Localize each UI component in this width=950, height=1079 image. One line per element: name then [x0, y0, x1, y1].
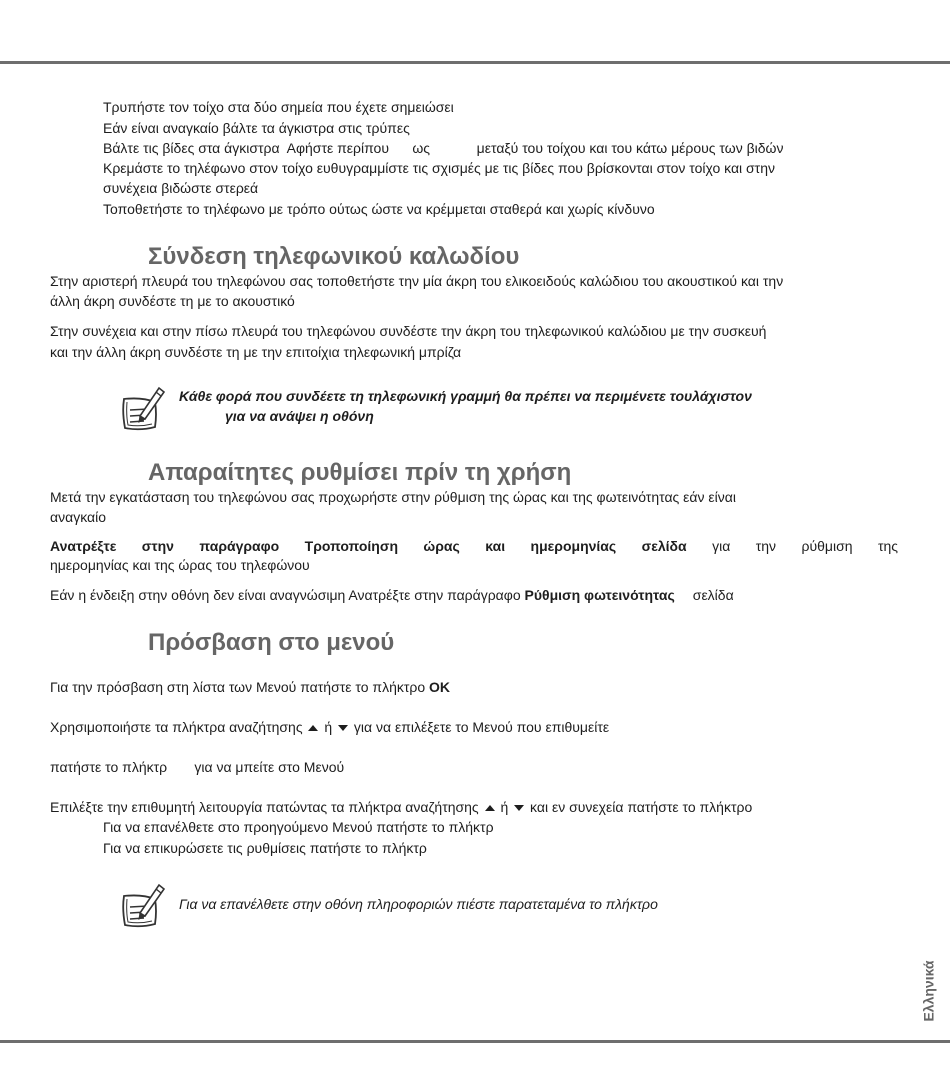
- settings-para1-line1: Μετά την εγκατάσταση του τηλεφώνου σας προχωρήστε στην ρύθμιση της ώρας και της φωτεινότητας εάν είναι: [50, 489, 736, 505]
- settings-para1-line2: αναγκαίο: [50, 509, 107, 525]
- menu-line-2: [50, 718, 609, 736]
- cable-para1-line2: άλλη άκρη συνδέστε τη με το ακουστικό: [50, 293, 295, 309]
- settings-para3: [50, 586, 734, 604]
- install-step-5: Τοποθετήστε το τηλέφωνο με τρόπο ούτως ώστε να κρέμμεται σταθερά και χωρίς κίνδυνο: [103, 201, 655, 217]
- settings-para2-ref-label: Ανατρέξτε στην παράγραφο: [50, 538, 280, 554]
- up-arrow-icon: [485, 805, 495, 811]
- menu-line-2-pre: Χρησιμοποιήστε τα πλήκτρα αναζήτησης: [50, 719, 307, 735]
- settings-para2-line2: ημερομηνίας και της ώρας του τηλεφώνου: [50, 557, 310, 573]
- bottom-divider: [0, 1040, 950, 1043]
- settings-para2-page-label: σελίδα: [641, 538, 687, 554]
- menu-line-1: [50, 678, 450, 696]
- heading-cable-connection: Σύνδεση τηλεφωνικού καλωδίου: [148, 243, 520, 270]
- install-step-1: Τρυπήστε τον τοίχο στα δύο σημεία που έχετε σημειώσει: [103, 99, 454, 115]
- note-pencil-icon: [118, 879, 168, 931]
- menu-line-6: Για να επικυρώσετε τις ρυθμίσεις πατήστε το πλήκτρ: [103, 840, 427, 856]
- install-step-3: Βάλτε τις βίδες στα άγκιστρα Αφήστε περίπου ως μεταξύ του τοίχου και του κάτω μέρους των βιδών: [103, 140, 784, 156]
- cable-para2-line2: και την άλλη άκρη συνδέστε τη με την επιτοίχια τηλεφωνική μπρίζα: [50, 344, 462, 360]
- menu-line-1-text: Για την πρόσβαση στη λίστα των Μενού πατήστε το πλήκτρο: [50, 679, 430, 695]
- menu-line-4-or: ή: [500, 799, 509, 815]
- cable-note-line2: για να ανάψει η οθόνη: [225, 408, 374, 424]
- ok-key-label: OK: [429, 679, 451, 695]
- settings-para3-ref: Ρύθμιση φωτεινότητας: [524, 587, 675, 603]
- menu-line-5: Για να επανέλθετε στο προηγούμενο Μενού πατήστε το πλήκτρ: [103, 819, 494, 835]
- language-label-text: Ελληνικά: [921, 960, 937, 1022]
- language-side-label: [917, 955, 941, 1027]
- up-arrow-icon: [308, 725, 318, 731]
- menu-line-3: πατήστε το πλήκτρ για να μπείτε στο Μενού: [50, 759, 345, 775]
- heading-menu-access: Πρόσβαση στο μενού: [148, 629, 395, 656]
- down-arrow-icon: [514, 805, 524, 811]
- menu-line-4: [50, 798, 752, 816]
- install-step-4: Κρεμάστε το τηλέφωνο στον τοίχο ευθυγραμμίστε τις σχισμές με τις βίδες που βρίσκονται στον τοίχο και στην: [103, 160, 775, 176]
- down-arrow-icon: [338, 725, 348, 731]
- menu-line-2-or: ή: [324, 719, 333, 735]
- settings-para3-text: Εάν η ένδειξη στην οθόνη δεν είναι αναγνώσιμη Ανατρέξτε στην παράγραφο: [50, 587, 525, 603]
- cable-note-line1: Κάθε φορά που συνδέετε τη τηλεφωνική γραμμή θα πρέπει να περιμένετε τουλάχιστον: [179, 388, 752, 404]
- top-divider: [0, 61, 950, 64]
- menu-line-2-post: για να επιλέξετε το Μενού που επιθυμείτε: [353, 719, 610, 735]
- settings-para2-ref-title: Τροποποίηση ώρας και ημερομηνίας: [304, 538, 617, 554]
- menu-note: Για να επανέλθετε στην οθόνη πληροφοριών πιέστε παρατεταμένα το πλήκτρο: [179, 896, 658, 912]
- install-step-2: Εάν είναι αναγκαίο βάλτε τα άγκιστρα στις τρύπες: [103, 120, 410, 136]
- menu-line-4-post: και εν συνεχεία πατήστε το πλήκτρο: [530, 799, 753, 815]
- settings-para2-rest: για την ρύθμιση της: [712, 538, 899, 554]
- settings-para2-line1: [50, 537, 898, 555]
- menu-line-4-pre: Επιλέξτε την επιθυμητή λειτουργία πατώντας τα πλήκτρα αναζήτησης: [50, 799, 483, 815]
- cable-para2-line1: Στην συνέχεια και στην πίσω πλευρά του τηλεφώνου συνδέστε την άκρη του τηλεφωνικού καλώδιου με την συσκευή: [50, 323, 767, 339]
- heading-required-settings: Απαραίτητες ρυθμίσει πρίν τη χρήση: [148, 459, 572, 486]
- cable-para1-line1: Στην αριστερή πλευρά του τηλεφώνου σας τοποθετήστε την μία άκρη του ελικοειδούς καλώδιου του ακουστικού και την: [50, 273, 784, 289]
- note-pencil-icon: [118, 382, 168, 434]
- install-step-4-cont: συνέχεια βιδώστε στερεά: [103, 180, 259, 196]
- settings-para3-page: σελίδα: [692, 587, 734, 603]
